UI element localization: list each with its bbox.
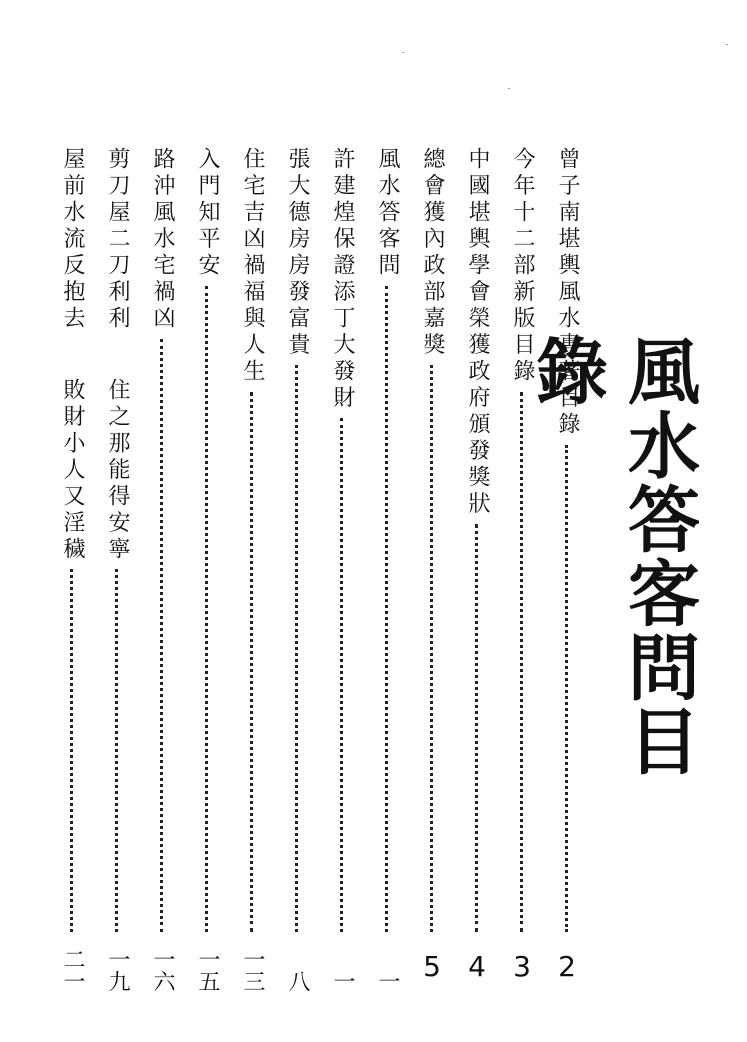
toc-entry-title: 今年十二部新版目錄 <box>510 147 535 386</box>
toc-entry <box>462 147 492 992</box>
toc-page-number: 二一 <box>60 948 85 992</box>
toc-entry <box>327 147 357 992</box>
toc-page-number: 一六 <box>150 948 175 992</box>
leader-dots <box>250 392 253 933</box>
leader-dots <box>205 286 208 933</box>
toc-entry <box>147 147 177 992</box>
toc-entry <box>372 147 402 992</box>
leader-dots <box>475 524 478 932</box>
toc-entry <box>237 147 267 992</box>
toc-entry <box>417 147 447 992</box>
toc-entry-title: 風水答客問 <box>375 147 400 280</box>
leader-dots <box>430 365 433 932</box>
toc-entry <box>282 147 312 992</box>
toc-page-number: 5 <box>423 950 441 983</box>
toc-entry <box>102 147 132 992</box>
scan-speck <box>726 44 728 45</box>
leader-dots <box>520 392 523 933</box>
toc-page-number: 一九 <box>105 948 130 992</box>
toc-page-number: 2 <box>558 950 576 983</box>
page-title: 風水答客問目錄 <box>524 334 700 778</box>
leader-dots <box>160 339 163 933</box>
leader-dots <box>385 286 388 933</box>
toc-entry-title: 路沖風水宅禍凶 <box>150 147 175 333</box>
toc-entry-title: 中國堪輿學會榮獲政府頒發獎狀 <box>465 147 490 518</box>
toc-entry-title: 入門知平安 <box>195 147 220 280</box>
toc-entry-title: 曾子南堪輿風水專著目錄 <box>555 147 580 439</box>
scan-speck <box>508 88 510 89</box>
toc-entry-title: 許建煌保證添丁大發財 <box>330 147 355 412</box>
scan-speck <box>402 52 404 53</box>
leader-dots <box>295 365 298 932</box>
toc-entry-title: 張大德房房發富貴 <box>285 147 310 359</box>
toc-entry-title-continued: 住之那能得安寧 <box>105 377 130 563</box>
leader-dots <box>565 445 568 933</box>
toc-page-number: 4 <box>468 950 486 983</box>
toc-page-number: 一五 <box>195 948 220 992</box>
leader-dots <box>70 569 73 932</box>
toc-entry <box>552 147 582 992</box>
toc-page-number: 3 <box>513 950 531 983</box>
leader-dots <box>115 569 118 932</box>
toc-entry-title: 剪刀屋二刀利利 <box>105 147 130 333</box>
toc-entry <box>57 147 87 992</box>
toc-page-number: 八 <box>285 970 310 992</box>
toc-page-number: 一三 <box>240 948 265 992</box>
toc-entry-title: 屋前水流反抱去 <box>60 147 85 333</box>
toc-page-number: 一 <box>330 970 355 992</box>
leader-dots <box>340 418 343 932</box>
toc-entry-title: 住宅吉凶禍福與人生 <box>240 147 265 386</box>
toc-entry <box>192 147 222 992</box>
toc-entry-title-continued: 敗財小人又淫穢 <box>60 377 85 563</box>
toc-entry <box>507 147 537 992</box>
toc-entry-title: 總會獲內政部嘉獎 <box>420 147 445 359</box>
toc-page-number: 一 <box>375 970 400 992</box>
